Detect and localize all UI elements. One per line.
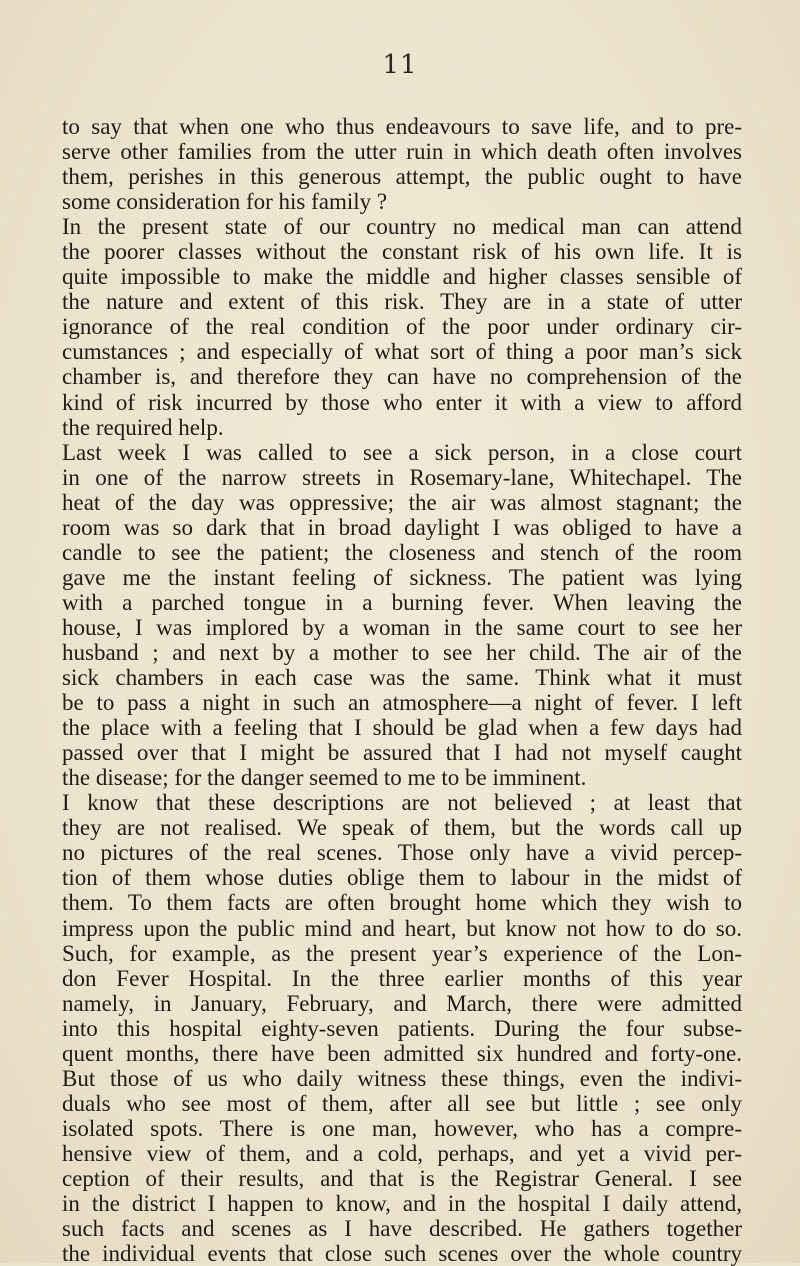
text-line: them, perishes in this generous attempt, the public ought to have bbox=[62, 164, 742, 190]
text-line: Last week I was called to see a sick person, in a close court bbox=[62, 439, 742, 465]
text-line: quent months, there have been admitted six hundred and forty-one. bbox=[62, 1040, 742, 1066]
body-text bbox=[62, 114, 742, 1266]
text-line: cumstances ; and especially of what sort of thing a poor man’s sick bbox=[62, 339, 742, 365]
text-line: the nature and extent of this risk. They are in a state of utter bbox=[62, 289, 742, 315]
text-line: the place with a feeling that I should be glad when a few days had bbox=[62, 715, 742, 741]
text-line: ignorance of the real condition of the poor under ordinary cir- bbox=[62, 314, 742, 340]
text-line: chamber is, and therefore they can have no comprehension of the bbox=[62, 364, 742, 390]
text-line: gave me the instant feeling of sickness. The patient was lying bbox=[62, 564, 742, 590]
text-line: such facts and scenes as I have described. He gathers together bbox=[62, 1216, 742, 1242]
text-line: be to pass a night in such an atmosphere—a night of fever. I left bbox=[62, 690, 742, 716]
text-line: duals who see most of them, after all see but little ; see only bbox=[62, 1090, 742, 1116]
text-line: serve other families from the utter ruin in which death often involves bbox=[62, 139, 742, 165]
text-line: tion of them whose duties oblige them to labour in the midst of bbox=[62, 865, 742, 891]
text-line: passed over that I might be assured that I had not myself caught bbox=[62, 740, 742, 766]
text-line: isolated spots. There is one man, however, who has a compre- bbox=[62, 1115, 742, 1141]
text-line: to say that when one who thus endeavours to save life, and to pre- bbox=[62, 114, 742, 139]
text-line: the required help. bbox=[62, 414, 224, 440]
text-line: hensive view of them, and a cold, perhaps, and yet a vivid per- bbox=[62, 1140, 742, 1166]
text-line: the disease; for the danger seemed to me to be imminent. bbox=[62, 765, 587, 791]
text-line: candle to see the patient; the closeness and stench of the room bbox=[62, 539, 742, 565]
text-line: kind of risk incurred by those who enter it with a view to afford bbox=[62, 389, 742, 415]
text-line: But those of us who daily witness these things, even the indivi- bbox=[62, 1065, 742, 1091]
text-line: the poorer classes without the constant risk of his own life. It is bbox=[62, 239, 742, 265]
text-line: them. To them facts are often brought home which they wish to bbox=[62, 890, 742, 916]
text-line: namely, in January, February, and March, there were admitted bbox=[62, 990, 742, 1016]
text-line: into this hospital eighty-seven patients. During the four subse- bbox=[62, 1015, 742, 1041]
text-line: in one of the narrow streets in Rosemary-lane, Whitechapel. The bbox=[62, 464, 742, 490]
text-line: the individual events that close such scenes over the whole country bbox=[62, 1241, 742, 1266]
text-line: don Fever Hospital. In the three earlier months of this year bbox=[62, 965, 742, 991]
text-line: room was so dark that in broad daylight I was obliged to have a bbox=[62, 514, 742, 540]
text-line: husband ; and next by a mother to see her child. The air of the bbox=[62, 639, 742, 665]
text-line: I know that these descriptions are not believed ; at least that bbox=[62, 790, 742, 816]
text-line: they are not realised. We speak of them, but the words call up bbox=[62, 815, 742, 841]
text-line: sick chambers in each case was the same. Think what it must bbox=[62, 665, 742, 691]
text-line: heat of the day was oppressive; the air was almost stagnant; the bbox=[62, 489, 742, 515]
text-line: quite impossible to make the middle and higher classes sensible of bbox=[62, 264, 742, 290]
text-line: Such, for example, as the present year’s experience of the Lon- bbox=[62, 940, 742, 966]
page-number: 11 bbox=[382, 50, 418, 80]
text-line: some consideration for his family ? bbox=[62, 189, 388, 215]
text-line: impress upon the public mind and heart, but know not how to do so. bbox=[62, 915, 742, 941]
text-line: In the present state of our country no medical man can attend bbox=[62, 214, 742, 240]
text-line: no pictures of the real scenes. Those only have a vivid percep- bbox=[62, 840, 742, 866]
text-line: in the district I happen to know, and in the hospital I daily attend, bbox=[62, 1191, 742, 1217]
text-line: with a parched tongue in a burning fever. When leaving the bbox=[62, 589, 742, 615]
text-line: ception of their results, and that is the Registrar General. I see bbox=[62, 1165, 742, 1191]
text-line: house, I was implored by a woman in the same court to see her bbox=[62, 614, 742, 640]
